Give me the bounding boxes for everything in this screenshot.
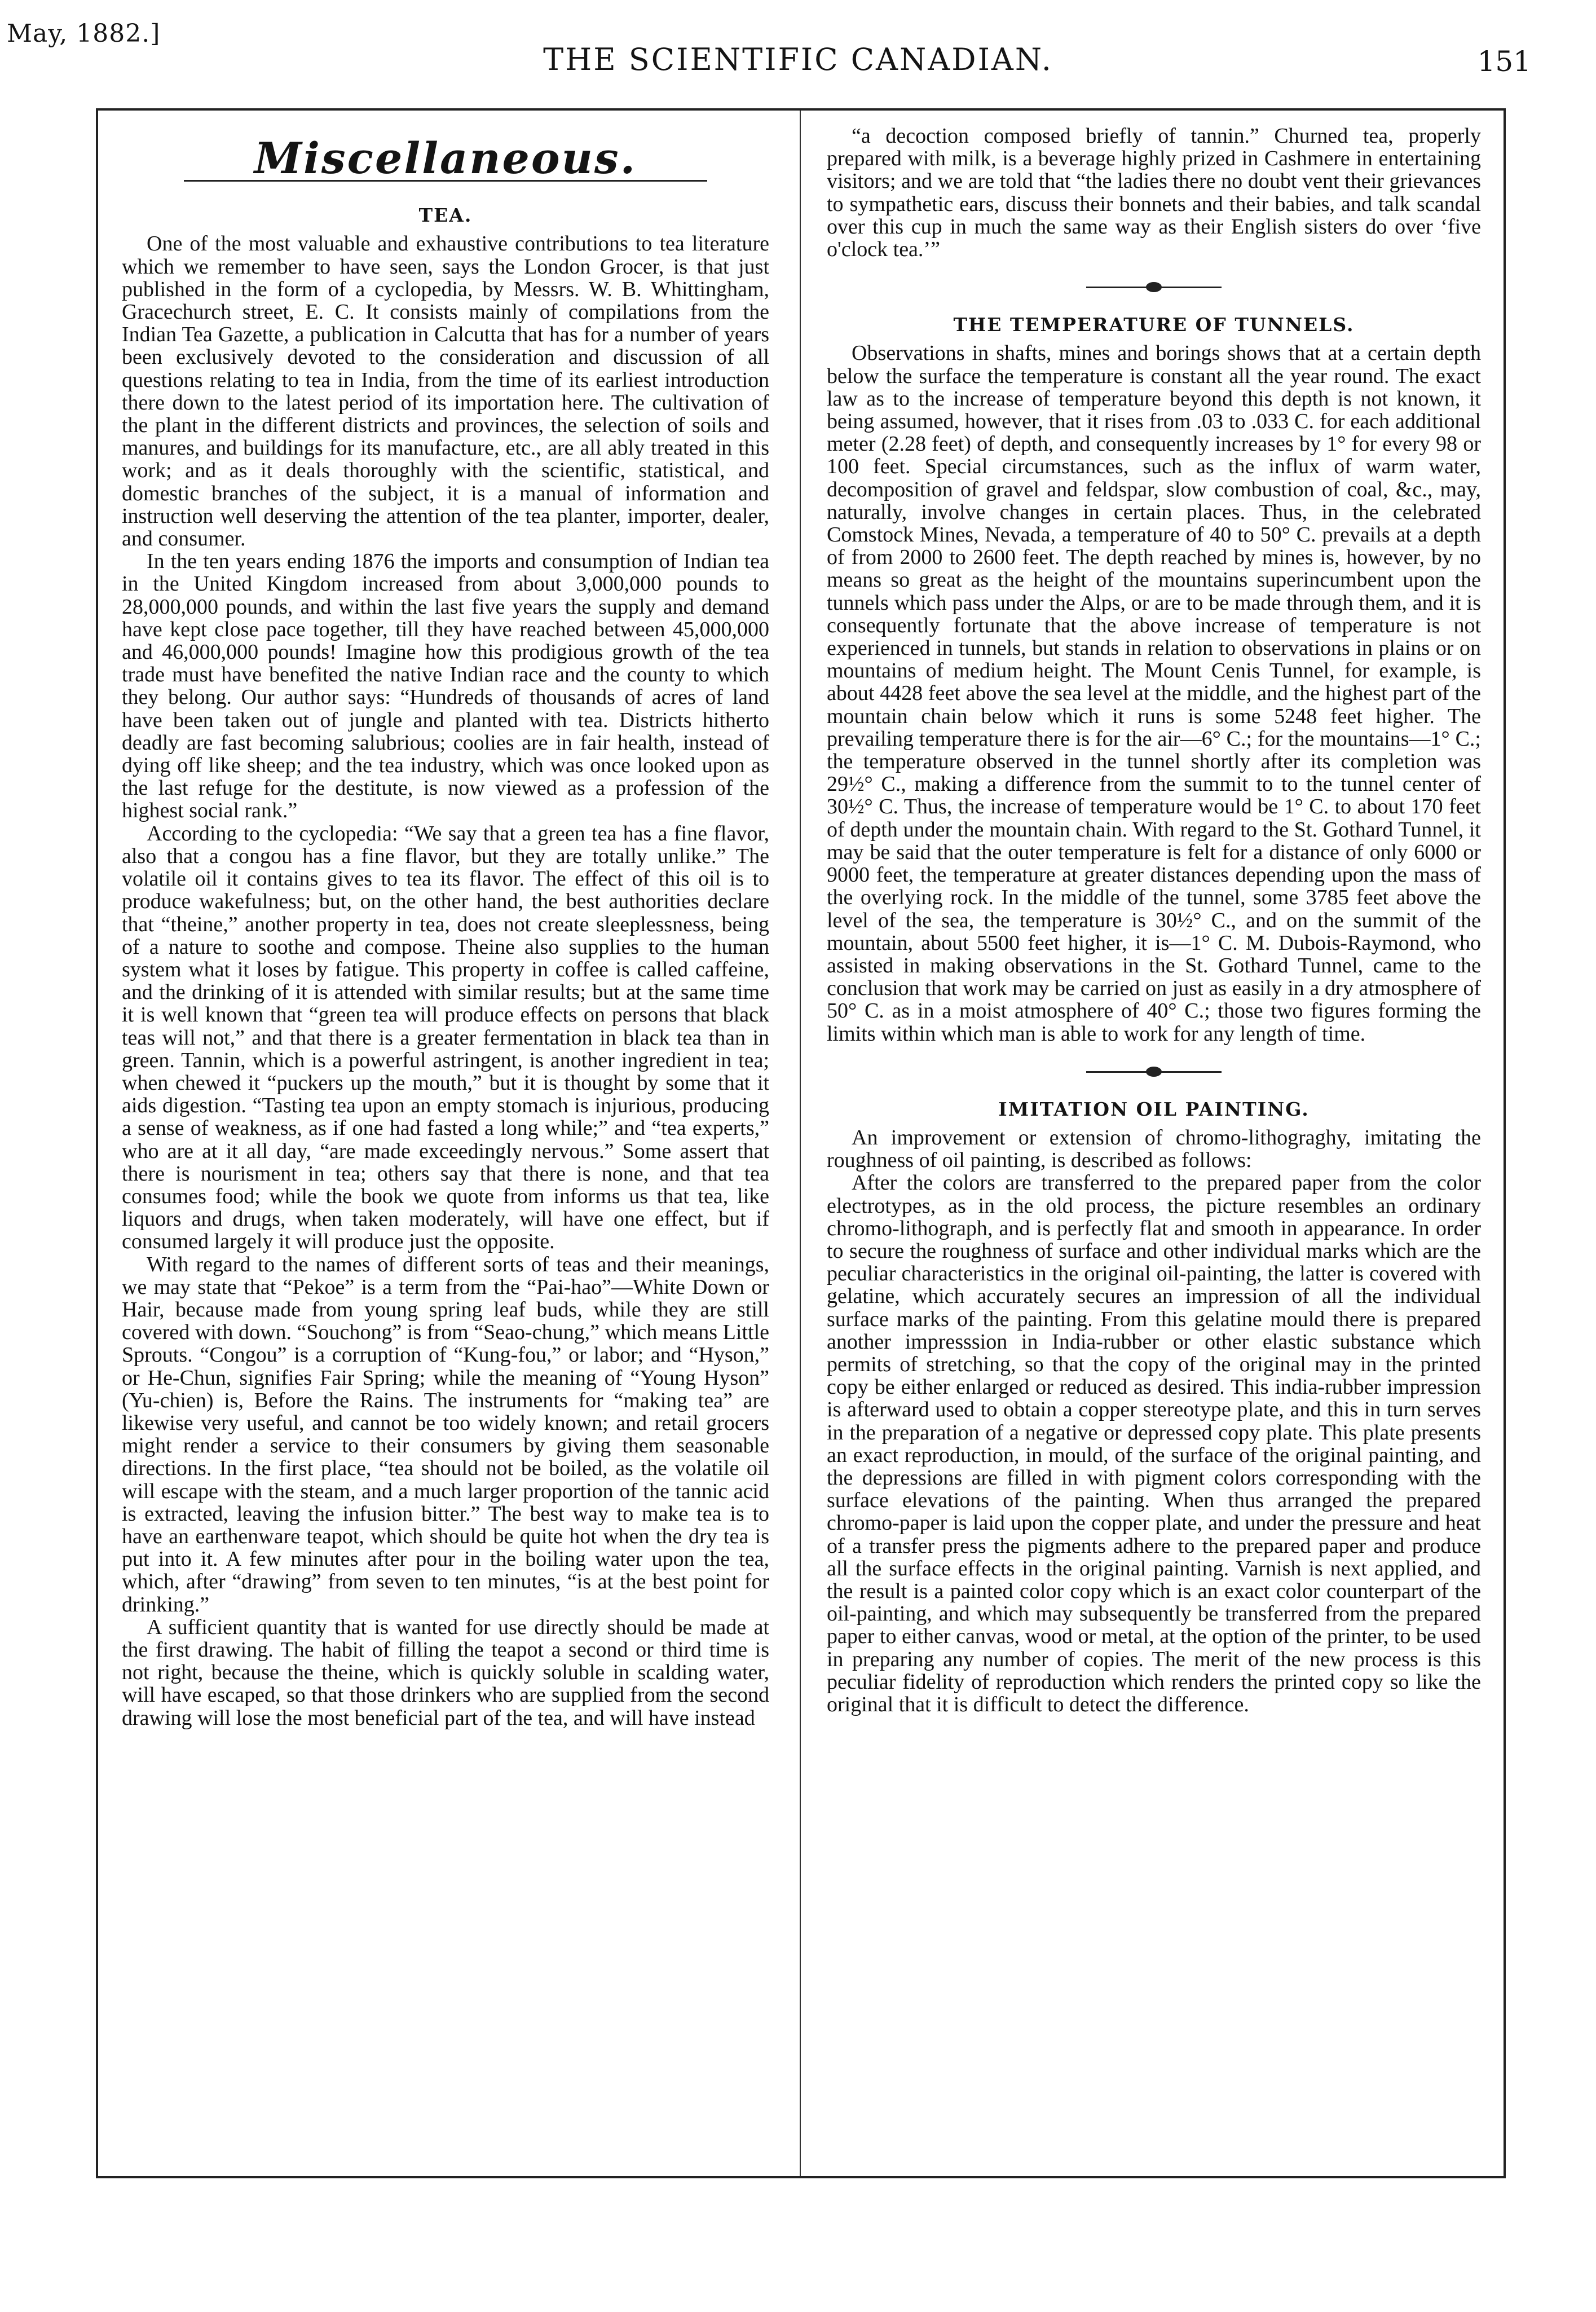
imitation-paragraph: An improvement or extension of chromo-lithograghy, imitating the roughness of oil painting, is described as follows: [827,1125,1481,1173]
column-divider [800,111,801,2176]
tea-paragraph: One of the most valuable and exhaustive contributions to tea literature which we remember to have seen, says the London Grocer, is that just published in the form of a cyclopedia, by Messrs. W. B. Whittingham, Gracechurch street, E. C. It consists mainly of compilations from the Indian Tea Gazette, a publication in Calcutta that has for a number of years been exclusively devoted to the consideration and discussion of all questions relating to tea in India, from the time of its earliest introduction there down to the latest period of its importation here. The cultivation of the plant in the different districts and provinces, the selection of soils and manures, and buildings for its manufacture, etc., are all ably treated in this work; and as it deals thoroughly with the scientific, statistical, and domestic branches of the subject, it is a manual of information and instruction well deserving the attention of the tea planter, importer, dealer, and consumer. [122,232,769,551]
tea-paragraph: In the ten years ending 1876 the imports and consumption of Indian tea in the United Kingdom increased from about 3,000,000 pounds to 28,000,000 pounds, and within the last five years the supply and demand have kept close pace together, till they have reached between 45,000,000 and 46,000,000 pounds! Imagine how this prodigious growth of the tea trade must have benefited the native Indian race and the county to which they belong. Our author says: “Hundreds of thousands of acres of land have been taken out of jungle and planted with tea. Districts hitherto deadly are fast becoming salubrious; coolies are in fair health, instead of dying off like sheep; and the tea industry, which was once looked upon as the last refuge for the destitute, is now viewed as a profession of the highest social rank.” [122,549,769,823]
section-heading: Miscellaneous. [254,133,637,183]
page-number: 151 [1477,45,1531,78]
issue-date: May, 1882.] [7,19,161,48]
tea-article-title: TEA. [418,204,473,227]
tunnels-paragraph: Observations in shafts, mines and borings shows that at a certain depth below the surface the temperature is constant all the year round. The exact law as to the increase of temperature beyond this depth is not known, it being assumed, however, that it rises from .03 to .033 C. for each additional meter (2.28 feet) of depth, and consequently increases by 1° for every 98 or 100 feet. Special circumstances, such as the influx of warm water, decomposition of gravel and feldspar, slow combustion of coal, &c., may, naturally, involve changes in certain places. Thus, in the celebrated Comstock Mines, Nevada, a temperature of 40 to 50° C. prevails at a depth of from 2000 to 2600 feet. The depth reached by mines is, however, by no means so great as the height of the mountains superincumbent upon the tunnels which pass under the Alps, or are to be made through them, and it is consequently fortunate that the above increase of temperature is not experienced in tunnels, but stands in relation to observations in plains or on mountains of medium height. The Mount Cenis Tunnel, for example, is about 4428 feet above the sea level at the middle, and the highest part of the mountain chain below which it runs is some 5248 feet higher. The prevailing temperature there is for the air—6° C.; for the mountains—1° C.; the temperature observed in the tunnel shortly after its completion was 29½° C., making a difference from the summit to to the tunnel center of 30½° C. Thus, the increase of temperature would be 1° C. to about 170 feet of depth under the mountain chain. With regard to the St. Gothard Tunnel, it may be said that the outer temperature is felt for a distance of only 6000 or 9000 feet, the temperature at greater distances depending upon the mass of the overlying rock. In the middle of the tunnel, some 3785 feet above the level of the sea, the temperature is 30½° C., and on the summit of the mountain, about 5500 feet higher, it is—1° C. M. Dubois-Raymond, who assisted in making observations in the St. Gothard Tunnel, came to the conclusion that work may be carried on just as easily in a dry atmosphere of 50° C. as in a moist atmosphere of 40° C.; those two figures forming the limits within which man is able to work for any length of time. [827,341,1481,1046]
imitation-article-title: IMITATION OIL PAINTING. [998,1098,1310,1120]
tea-paragraph: With regard to the names of different sorts of teas and their meanings, we may state that “Pekoe” is a term from the “Pai-hao”—White Down or Hair, because made from young spring leaf buds, while they are still covered with down. “Souchong” is from “Seao-chung,” which means Little Sprouts. “Congou” is a corruption of “Kung-fou,” or labor; and “Hyson,” or He-Chun, signifies Fair Spring; while the meaning of “Young Hyson” (Yu-chien) is, Before the Rains. The instruments for “making tea” are likewise very useful, and cannot be too widely known; and retail grocers might render a service to their consumers by giving them seasonable directions. In the first place, “tea should not be boiled, as the volatile oil will escape with the steam, and a much larger proportion of the tannic acid is extracted, leaving the infusion bitter.” The best way to make tea is to have an earthenware teapot, which should be quite hot when the dry tea is put into it. A few minutes after pour in the boiling water upon the tea, which, after “drawing” from seven to ten minutes, “is at the best point for drinking.” [122,1252,769,1617]
tea-continuation: “a decoction composed briefly of tannin.” Churned tea, properly prepared with milk, is a beverage highly prized in Cashmere in entertaining visitors; and we are told that “the ladies there no doubt vent their grievances to sympathetic ears, discuss their bonnets and their babies, and talk scandal over this cup in much the same way as their English sisters do over ‘five o'clock tea.’” [827,124,1481,262]
journal-title: THE SCIENTIFIC CANADIAN. [543,42,1053,77]
page-header [0,0,1596,96]
section-ornament [827,1060,1481,1085]
tea-paragraph: A sufficient quantity that is wanted for use directly should be made at the first drawing. The habit of filling the teapot a second or third time is not right, because the theine, which is quickly soluble in scalding water, will have escaped, so that those drinkers who are supplied from the second drawing will lose the most beneficial part of the tea, and will have instead [122,1615,769,1730]
tunnels-article-title: THE TEMPERATURE OF TUNNELS. [953,314,1355,336]
section-ornament [827,275,1481,300]
left-column [122,125,769,1729]
right-column [827,125,1481,1716]
tea-paragraph: According to the cyclopedia: “We say that a green tea has a fine flavor, also that a congou has a fine flavor, but they are totally unlike.” The volatile oil it contains gives to tea its flavor. The effect of this oil is to produce wakefulness; but, on the other hand, the best authorities declare that “theine,” another property in tea, does not create sleeplessness, being of a nature to soothe and compose. Theine also supplies to the human system what it loses by fatigue. This property in coffee is called caffeine, and the drinking of it is attended with similar results; but at the same time it is well known that “green tea will produce effects on persons that black teas will not,” and that there is a greater fermentation in black tea than in green. Tannin, which is a powerful astringent, is another ingredient in tea; when chewed it “puckers up the mouth,” but it is thought by some that it aids digestion. “Tasting tea upon an empty stomach is injurious, producing a sense of weakness, as if one had fasted a long while;” and “tea experts,” who are at it all day, “are made exceedingly nervous.” Some assert that there is nourisment in tea; others say that there is none, and that tea consumes food; while the book we quote from informs us that tea, like liquors and drugs, when taken moderately, will have one effect, but if consumed largely it will produce just the opposite. [122,821,769,1254]
article-frame [96,108,1506,2178]
imitation-paragraph: After the colors are transferred to the prepared paper from the color electrotypes, as in the old process, the picture resembles an ordinary chromo-lithograph, and is perfectly flat and smooth in appearance. In order to secure the roughness of surface and other individual marks which are the peculiar characteristics in the original oil-painting, the latter is covered with gelatine, which accurately secures an impression of all the individual surface marks of the painting. From this gelatine mould there is prepared another impresssion in India-rubber or other elastic substance which permits of stretching, so that the copy of the original may in the printed copy be either enlarged or reduced as desired. This india-rubber impression is afterward used to obtain a copper stereotype plate, and this in turn serves in the preparation of a negative or depressed copy plate. This plate presents an exact reproduction, in mould, of the surface of the original painting, and the depressions are filled in with pigment colors corresponding with the surface elevations of the painting. When thus arranged the prepared chromo-paper is laid upon the copper plate, and under the pressure and heat of a transfer press the pigments adhere to the prepared paper and produce all the surface effects in the original painting. Varnish is next applied, and the result is a painted color copy which is an exact color counterpart of the oil-painting, and which may subsequently be transferred from the prepared paper to either canvas, wood or metal, at the option of the printer, to be used in preparing any number of copies. The merit of the new process is this peculiar fidelity of reproduction which renders the printed copy so like the original that it is difficult to detect the difference. [827,1171,1481,1716]
